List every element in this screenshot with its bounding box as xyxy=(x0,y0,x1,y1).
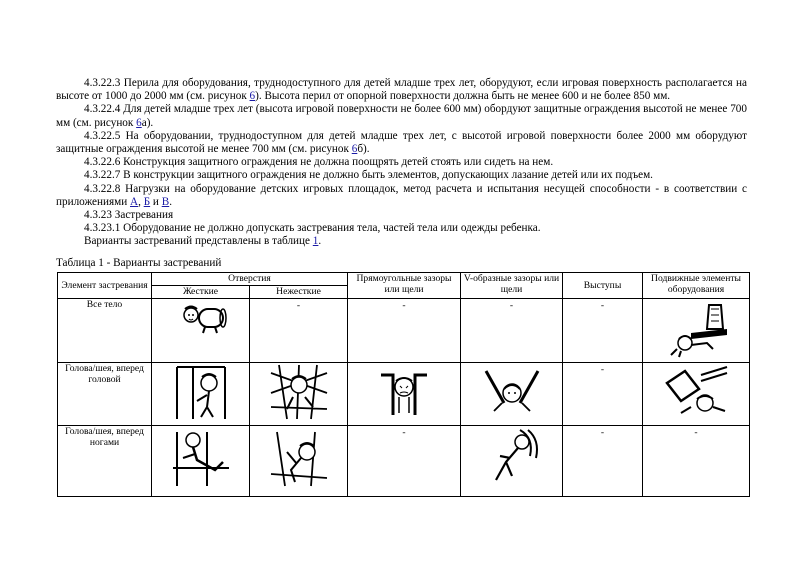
header-v-gaps: V-образные зазоры или щели xyxy=(461,273,563,299)
link-figure-6[interactable]: 6 xyxy=(249,90,256,103)
header-nonrigid: Нежесткие xyxy=(250,286,348,299)
cell-figure xyxy=(348,362,461,426)
paragraph-4-3-22-5: 4.3.22.5 На оборудовании, труднодоступном для детей младше трех лет, с высотой игровой поверхности более 2000 мм оборудуют защитные ограждения высотой не менее 700 мм (см. рисунок 6б). xyxy=(56,129,747,156)
header-rigid: Жесткие xyxy=(152,286,250,299)
document-body xyxy=(56,77,747,249)
cell-figure xyxy=(250,362,348,426)
table-row xyxy=(58,426,750,497)
link-figure-6a[interactable]: 6 xyxy=(136,116,142,129)
header-protrusions: Выступы xyxy=(563,273,643,299)
cell-figure xyxy=(461,426,563,497)
header-moving-parts: Подвижные элементы оборудования xyxy=(643,273,750,299)
paragraph-table-reference: Варианты застреваний представлены в таблице 1. xyxy=(84,235,322,248)
child-head-in-net-illustration xyxy=(267,363,331,421)
paragraph-4-3-22-6: 4.3.22.6 Конструкция защитного ограждения не должна поощрять детей стоять или сидеть на нем. xyxy=(84,156,554,169)
header-openings: Отверстия xyxy=(152,273,348,286)
cell-figure xyxy=(461,362,563,426)
cell-dash: - xyxy=(348,299,461,363)
row-label-feet-first: Голова/шея, вперед ногами xyxy=(58,426,152,497)
cell-dash: - xyxy=(250,299,348,363)
child-feet-first-net-illustration xyxy=(267,426,331,488)
child-head-in-rigid-opening-illustration xyxy=(169,363,233,421)
cell-dash: - xyxy=(563,426,643,497)
head-in-rectangular-gap-illustration xyxy=(377,363,431,421)
child-in-tube-illustration xyxy=(171,299,231,339)
child-feet-first-rigid-opening-illustration xyxy=(169,426,233,488)
child-under-carousel-illustration xyxy=(661,299,731,359)
section-heading-4-3-23: 4.3.23 Застревания xyxy=(84,209,174,222)
row-label-whole-body: Все тело xyxy=(58,299,152,363)
head-in-moving-swing-illustration xyxy=(661,363,731,421)
head-in-v-gap-illustration xyxy=(482,363,542,421)
cell-figure xyxy=(152,426,250,497)
table-row xyxy=(58,299,750,363)
cell-dash: - xyxy=(461,299,563,363)
paragraph-4-3-22-4: 4.3.22.4 Для детей младше трех лет (высота игровой поверхности не более 600 мм) обордуют защитные ограждения высотой не менее 700 мм (см. рисунок 6а). xyxy=(56,103,747,129)
table-row xyxy=(58,362,750,426)
link-figure-6b[interactable]: 6 xyxy=(351,143,358,156)
paragraph-4-3-22-8: 4.3.22.8 Нагрузки на оборудование детских игровых площадок, метод расчета и испытания несущей способности - в соответствии с приложениями А, Б и В. xyxy=(56,182,747,208)
link-appendix-v[interactable]: В xyxy=(161,195,170,208)
cell-dash: - xyxy=(563,362,643,426)
link-table-1[interactable]: 1 xyxy=(312,235,319,248)
header-rect-gaps: Прямоугольные зазоры или щели xyxy=(348,273,461,299)
row-label-head-first: Голова/шея, вперед головой xyxy=(58,362,152,426)
header-element: Элемент застревания xyxy=(58,273,152,299)
paragraph-4-3-22-7: 4.3.22.7 В конструкции защитного ограждения не должно быть элементов, допускающих лазание детей или их подъем. xyxy=(84,169,653,182)
cell-dash: - xyxy=(643,426,750,497)
cell-figure xyxy=(152,362,250,426)
cell-figure xyxy=(643,362,750,426)
cell-figure xyxy=(152,299,250,363)
cell-dash: - xyxy=(348,426,461,497)
cell-dash: - xyxy=(563,299,643,363)
link-appendix-b[interactable]: Б xyxy=(143,195,151,208)
link-appendix-a[interactable]: А xyxy=(130,195,139,208)
entrapment-table xyxy=(57,272,750,497)
paragraph-4-3-22-3: 4.3.22.3 Перила для оборудования, труднодоступного для детей младше трех лет, оборудуют, если игровая поверхность располагается на высоте от 1000 до 2000 мм (см. рисунок 6). Высота перил от опорной поверхности должна быть не менее 600 и не более 850 мм. xyxy=(56,77,747,103)
cell-figure xyxy=(643,299,750,363)
child-feet-first-v-gap-illustration xyxy=(482,426,542,488)
paragraph-4-3-23-1: 4.3.23.1 Оборудование не должно допускать застревания тела, частей тела или одежды ребенка. xyxy=(84,222,541,235)
table-caption: Таблица 1 - Варианты застреваний xyxy=(56,257,222,269)
cell-figure xyxy=(250,426,348,497)
